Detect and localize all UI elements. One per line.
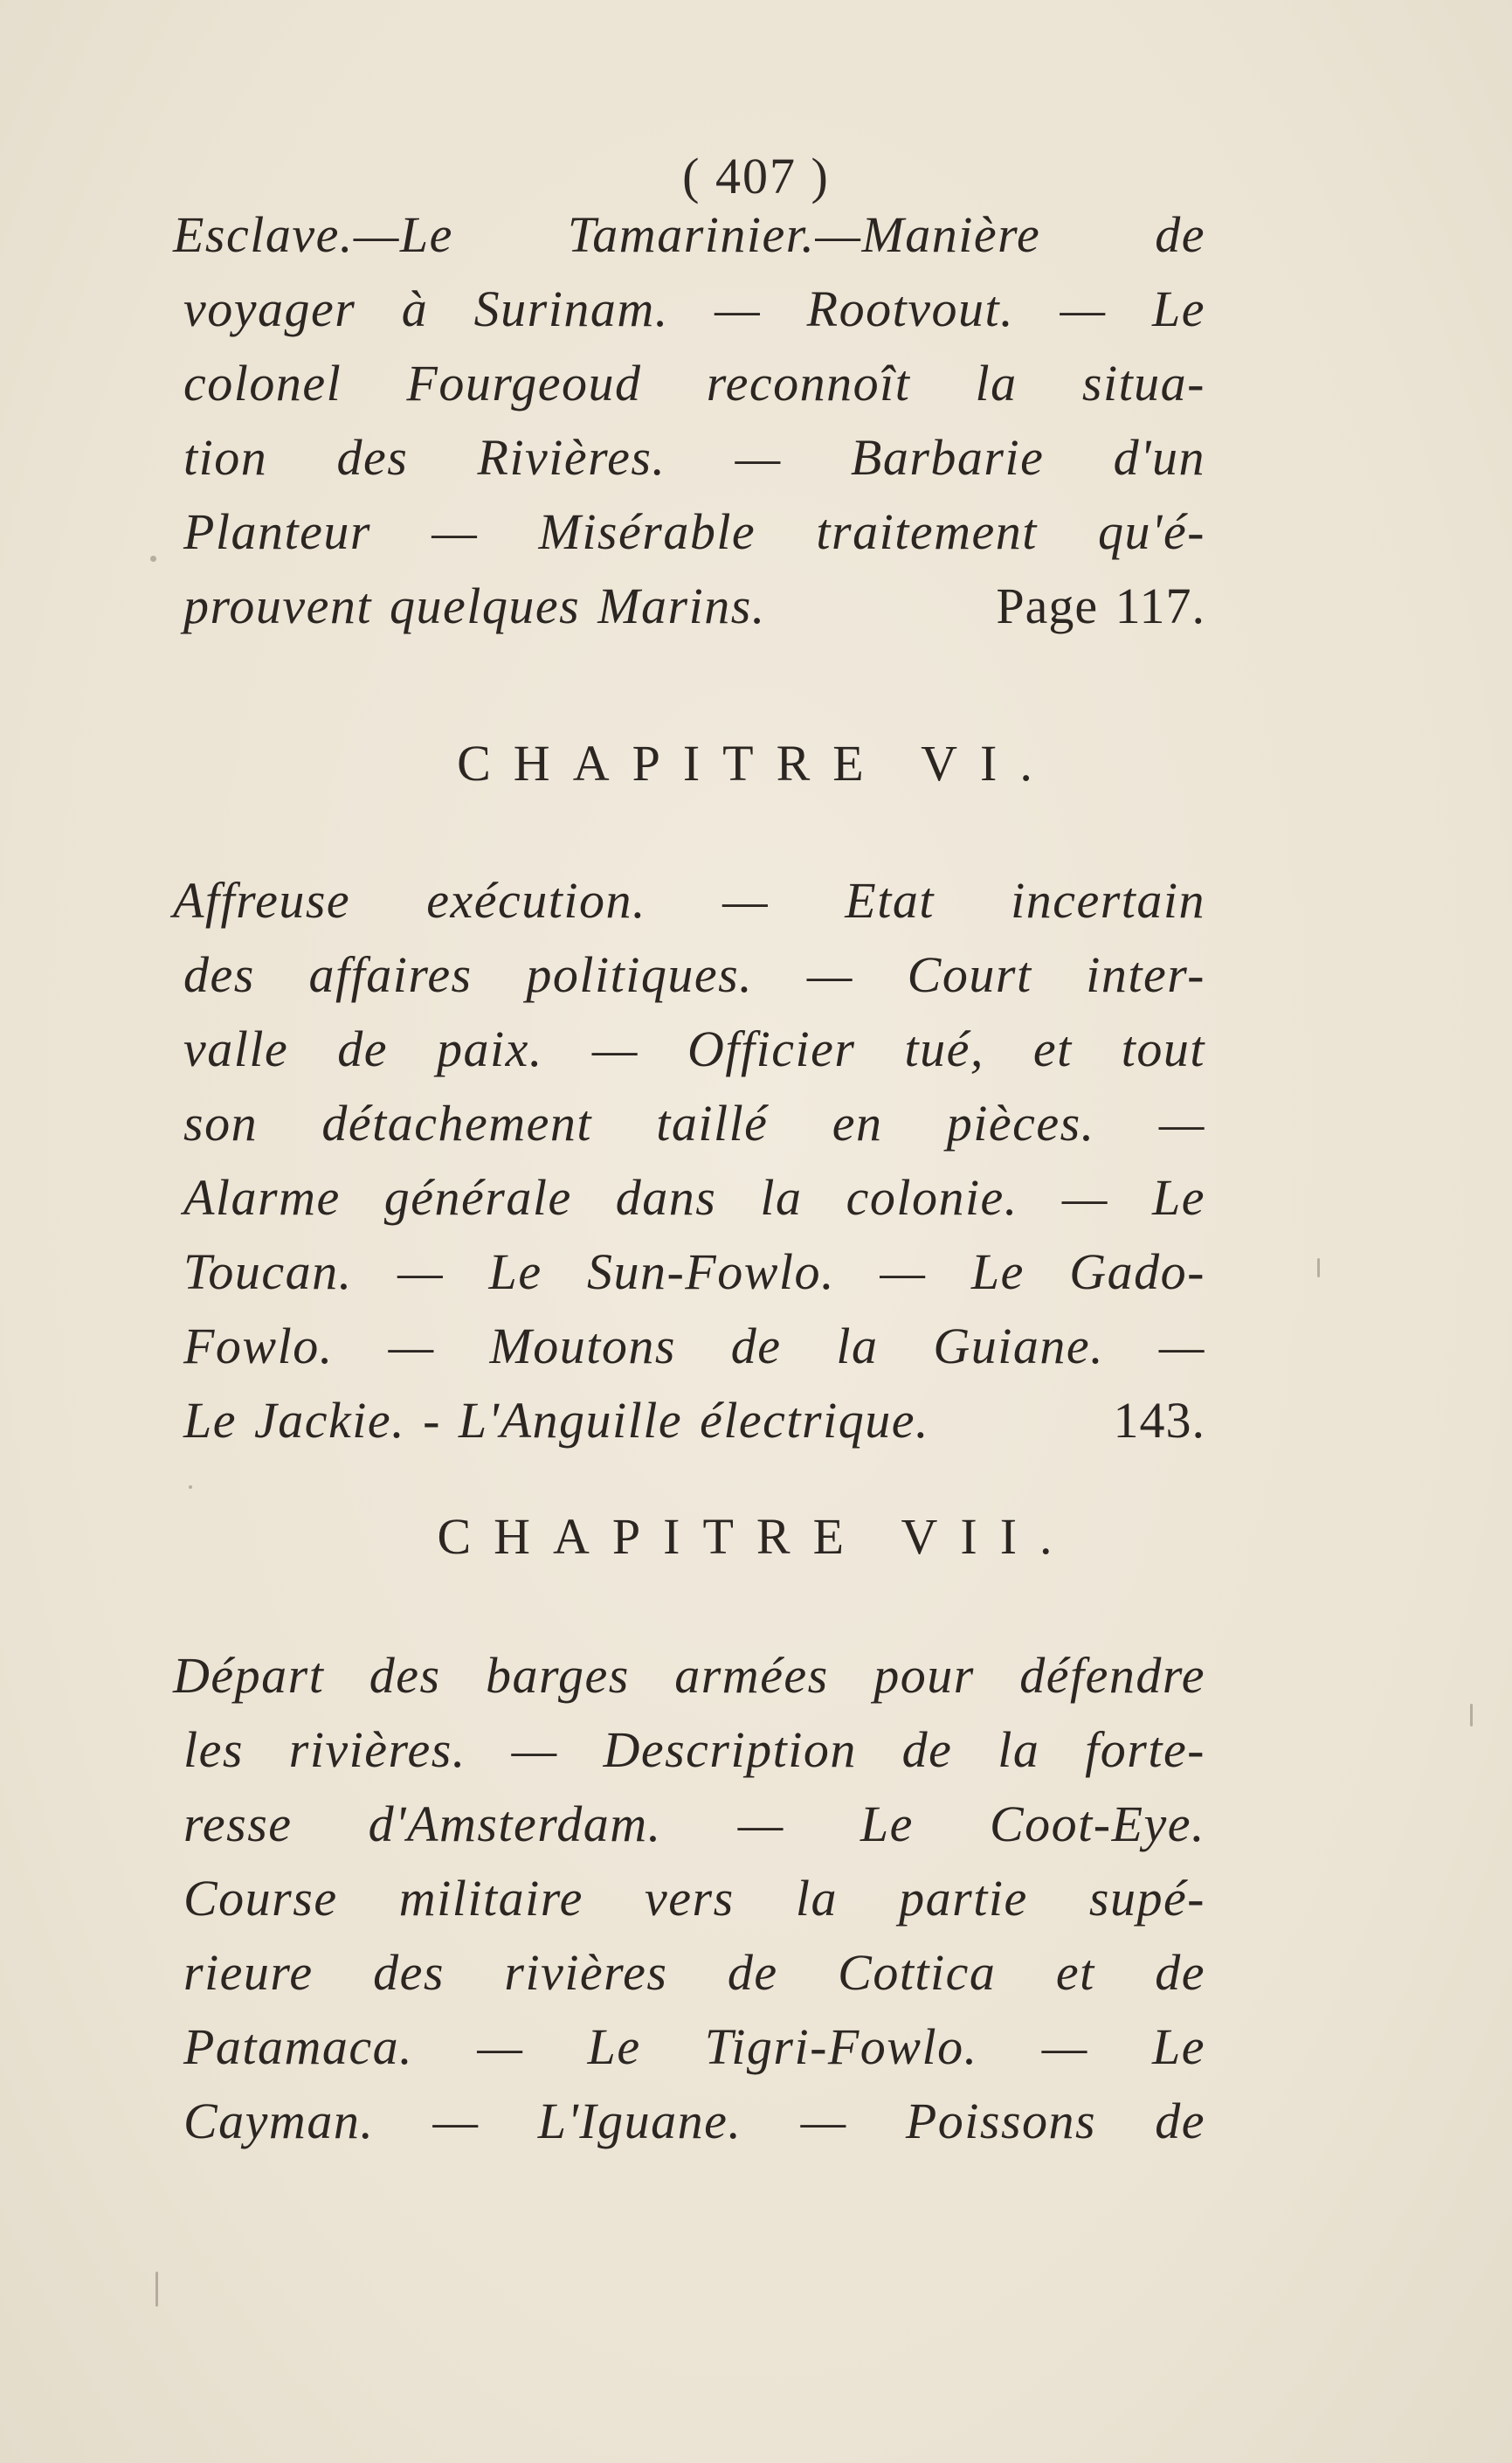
- summary-line: Cayman. — L'Iguane. — Poissons de: [183, 2093, 1205, 2149]
- summary-line-last: [183, 569, 1205, 643]
- paper-speck: [1470, 1704, 1473, 1726]
- summary-line: Affreuse exécution. — Etat incertain: [173, 872, 1205, 929]
- summary-line: Alarme générale dans la colonie. — Le: [183, 1169, 1205, 1226]
- page-reference: 143.: [1113, 1392, 1205, 1449]
- summary-line: les rivières. — Description de la forte-: [183, 1721, 1205, 1778]
- summary-line: Fowlo. — Moutons de la Guiane. —: [183, 1318, 1205, 1374]
- summary-line: Départ des barges armées pour défendre: [173, 1647, 1205, 1704]
- chapter-heading: CHAPITRE VI.: [457, 735, 1055, 792]
- summary-line: Patamaca. — Le Tigri-Fowlo. — Le: [183, 2018, 1205, 2075]
- paper-speck: [189, 1485, 192, 1489]
- paper-speck: [1317, 1258, 1320, 1277]
- page-number: ( 407 ): [682, 148, 830, 204]
- chapter-summary: [173, 1638, 1205, 2158]
- summary-line: valle de paix. — Officier tué, et tout: [183, 1020, 1205, 1077]
- summary-line: resse d'Amsterdam. — Le Coot-Eye.: [183, 1795, 1205, 1852]
- summary-line: Le Jackie. - L'Anguille électrique.: [183, 1392, 929, 1449]
- summary-line: tion des Rivières. — Barbarie d'un: [183, 429, 1205, 486]
- summary-line: Planteur — Misérable traitement qu'é-: [183, 503, 1205, 560]
- paper-speck: [155, 2272, 158, 2307]
- summary-line: des affaires politiques. — Court inter-: [183, 946, 1205, 1003]
- chapter-heading: CHAPITRE VII.: [437, 1508, 1075, 1565]
- summary-continued: [173, 197, 1205, 643]
- summary-line: rieure des rivières de Cottica et de: [183, 1944, 1205, 2001]
- summary-line: Toucan. — Le Sun-Fowlo. — Le Gado-: [183, 1243, 1205, 1300]
- paper-speck: [150, 556, 156, 562]
- summary-line-last: [183, 1383, 1205, 1457]
- page-reference: Page 117.: [996, 578, 1205, 634]
- summary-line: colonel Fourgeoud reconnoît la situa-: [183, 355, 1205, 412]
- summary-line: Esclave.—Le Tamarinier.—Manière de: [173, 206, 1205, 263]
- summary-line: voyager à Surinam. — Rootvout. — Le: [183, 280, 1205, 337]
- chapter-summary: [173, 863, 1205, 1457]
- summary-line: prouvent quelques Marins.: [183, 578, 766, 634]
- summary-line: Course militaire vers la partie supé-: [183, 1870, 1205, 1927]
- summary-line: son détachement taillé en pièces. —: [183, 1095, 1205, 1152]
